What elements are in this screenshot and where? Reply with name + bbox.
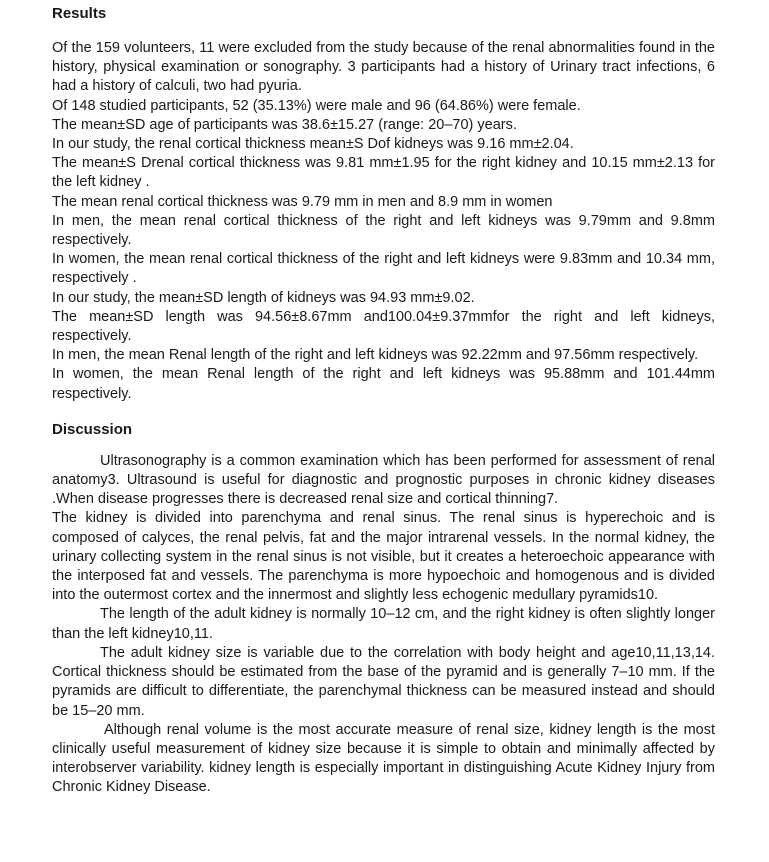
paper-page xyxy=(52,0,715,798)
results-paragraph-length-men: In men, the mean Renal length of the right and left kidneys was 92.22mm and 97.56mm respectively. xyxy=(52,347,699,364)
results-paragraph-length-women: In women, the mean Renal length of the right and left kidneys was 95.88mm and 101.44mm respectively. xyxy=(52,366,715,402)
results-paragraph-age: The mean±SD age of participants was 38.6±15.27 (range: 20–70) years. xyxy=(52,116,517,133)
discussion-paragraph-volume: Although renal volume is the most accurate measure of renal size, kidney length is the most clinically useful measurement of kidney size because it is simple to obtain and minimally affected by interobserver variability. kidney length is especially important in distinguishing Acute Kidney Injury from Chronic Kidney Disease. xyxy=(52,721,715,796)
discussion-heading: Discussion xyxy=(52,420,133,438)
results-heading: Results xyxy=(52,5,107,22)
discussion-paragraph-length: The length of the adult kidney is normally 10–12 cm, and the right kidney is often slightly longer than the left kidney10,11. xyxy=(52,606,715,642)
results-paragraph-cortical-sides: The mean±S Drenal cortical thickness was 9.81 mm±1.95 for the right kidney and 10.15 mm±2.13 for the left kidney . xyxy=(52,155,715,191)
discussion-paragraph-anatomy: The kidney is divided into parenchyma and renal sinus. The renal sinus is hyperechoic and is composed of calyces, the renal pelvis, fat and the major intrarenal vessels. In the normal kidney, the urinary collecting system in the renal sinus is not visible, but it creates a heteroechoic appearance with the interposed fat and vessels. The parenchyma is more hypoechoic and homogenous and is divided into the outermost cortex and the innermost and slightly less echogenic medullary pyramids10. xyxy=(52,510,715,604)
results-paragraph-exclusions: Of the 159 volunteers, 11 were excluded from the study because of the renal abnormalities found in the history, physical examination or sonography. 3 participants had a history of Urinary tract infections, 6 had a history of calculi, two had pyuria. xyxy=(52,40,715,95)
results-paragraph-cortical-women: In women, the mean renal cortical thickness of the right and left kidneys were 9.83mm and 10.34 mm, respectively . xyxy=(52,251,715,287)
results-paragraph-length-mean: In our study, the mean±SD length of kidneys was 94.93 mm±9.02. xyxy=(52,289,475,306)
results-paragraph-sex: Of 148 studied participants, 52 (35.13%) were male and 96 (64.86%) were female. xyxy=(52,97,581,114)
results-paragraph-cortical-men: In men, the mean renal cortical thickness of the right and left kidneys was 9.79mm and 9.8mm respectively. xyxy=(52,212,715,249)
discussion-paragraph-ultrasonography: Ultrasonography is a common examination which has been performed for assessment of renal anatomy3. Ultrasound is useful for diagnostic and prognostic purposes in chronic kidney diseases .When disease progresses there is decreased renal size and cortical thinning7. xyxy=(52,452,715,508)
discussion-paragraph-size: The adult kidney size is variable due to the correlation with body height and age10,11,13,14. Cortical thickness should be estimated from the base of the pyramid and is generally 7–10 mm. If the pyramids are difficult to differentiate, the parenchymal thickness can be measured instead and should be 15–20 mm. xyxy=(52,644,715,719)
results-paragraph-cortical-sex: The mean renal cortical thickness was 9.79 mm in men and 8.9 mm in women xyxy=(52,193,553,210)
results-paragraph-cortical-mean: In our study, the renal cortical thickness mean±S Dof kidneys was 9.16 mm±2.04. xyxy=(52,136,574,153)
results-paragraph-length-sides: The mean±SD length was 94.56±8.67mm and100.04±9.37mmfor the right and left kidneys, respectively. xyxy=(52,308,715,345)
